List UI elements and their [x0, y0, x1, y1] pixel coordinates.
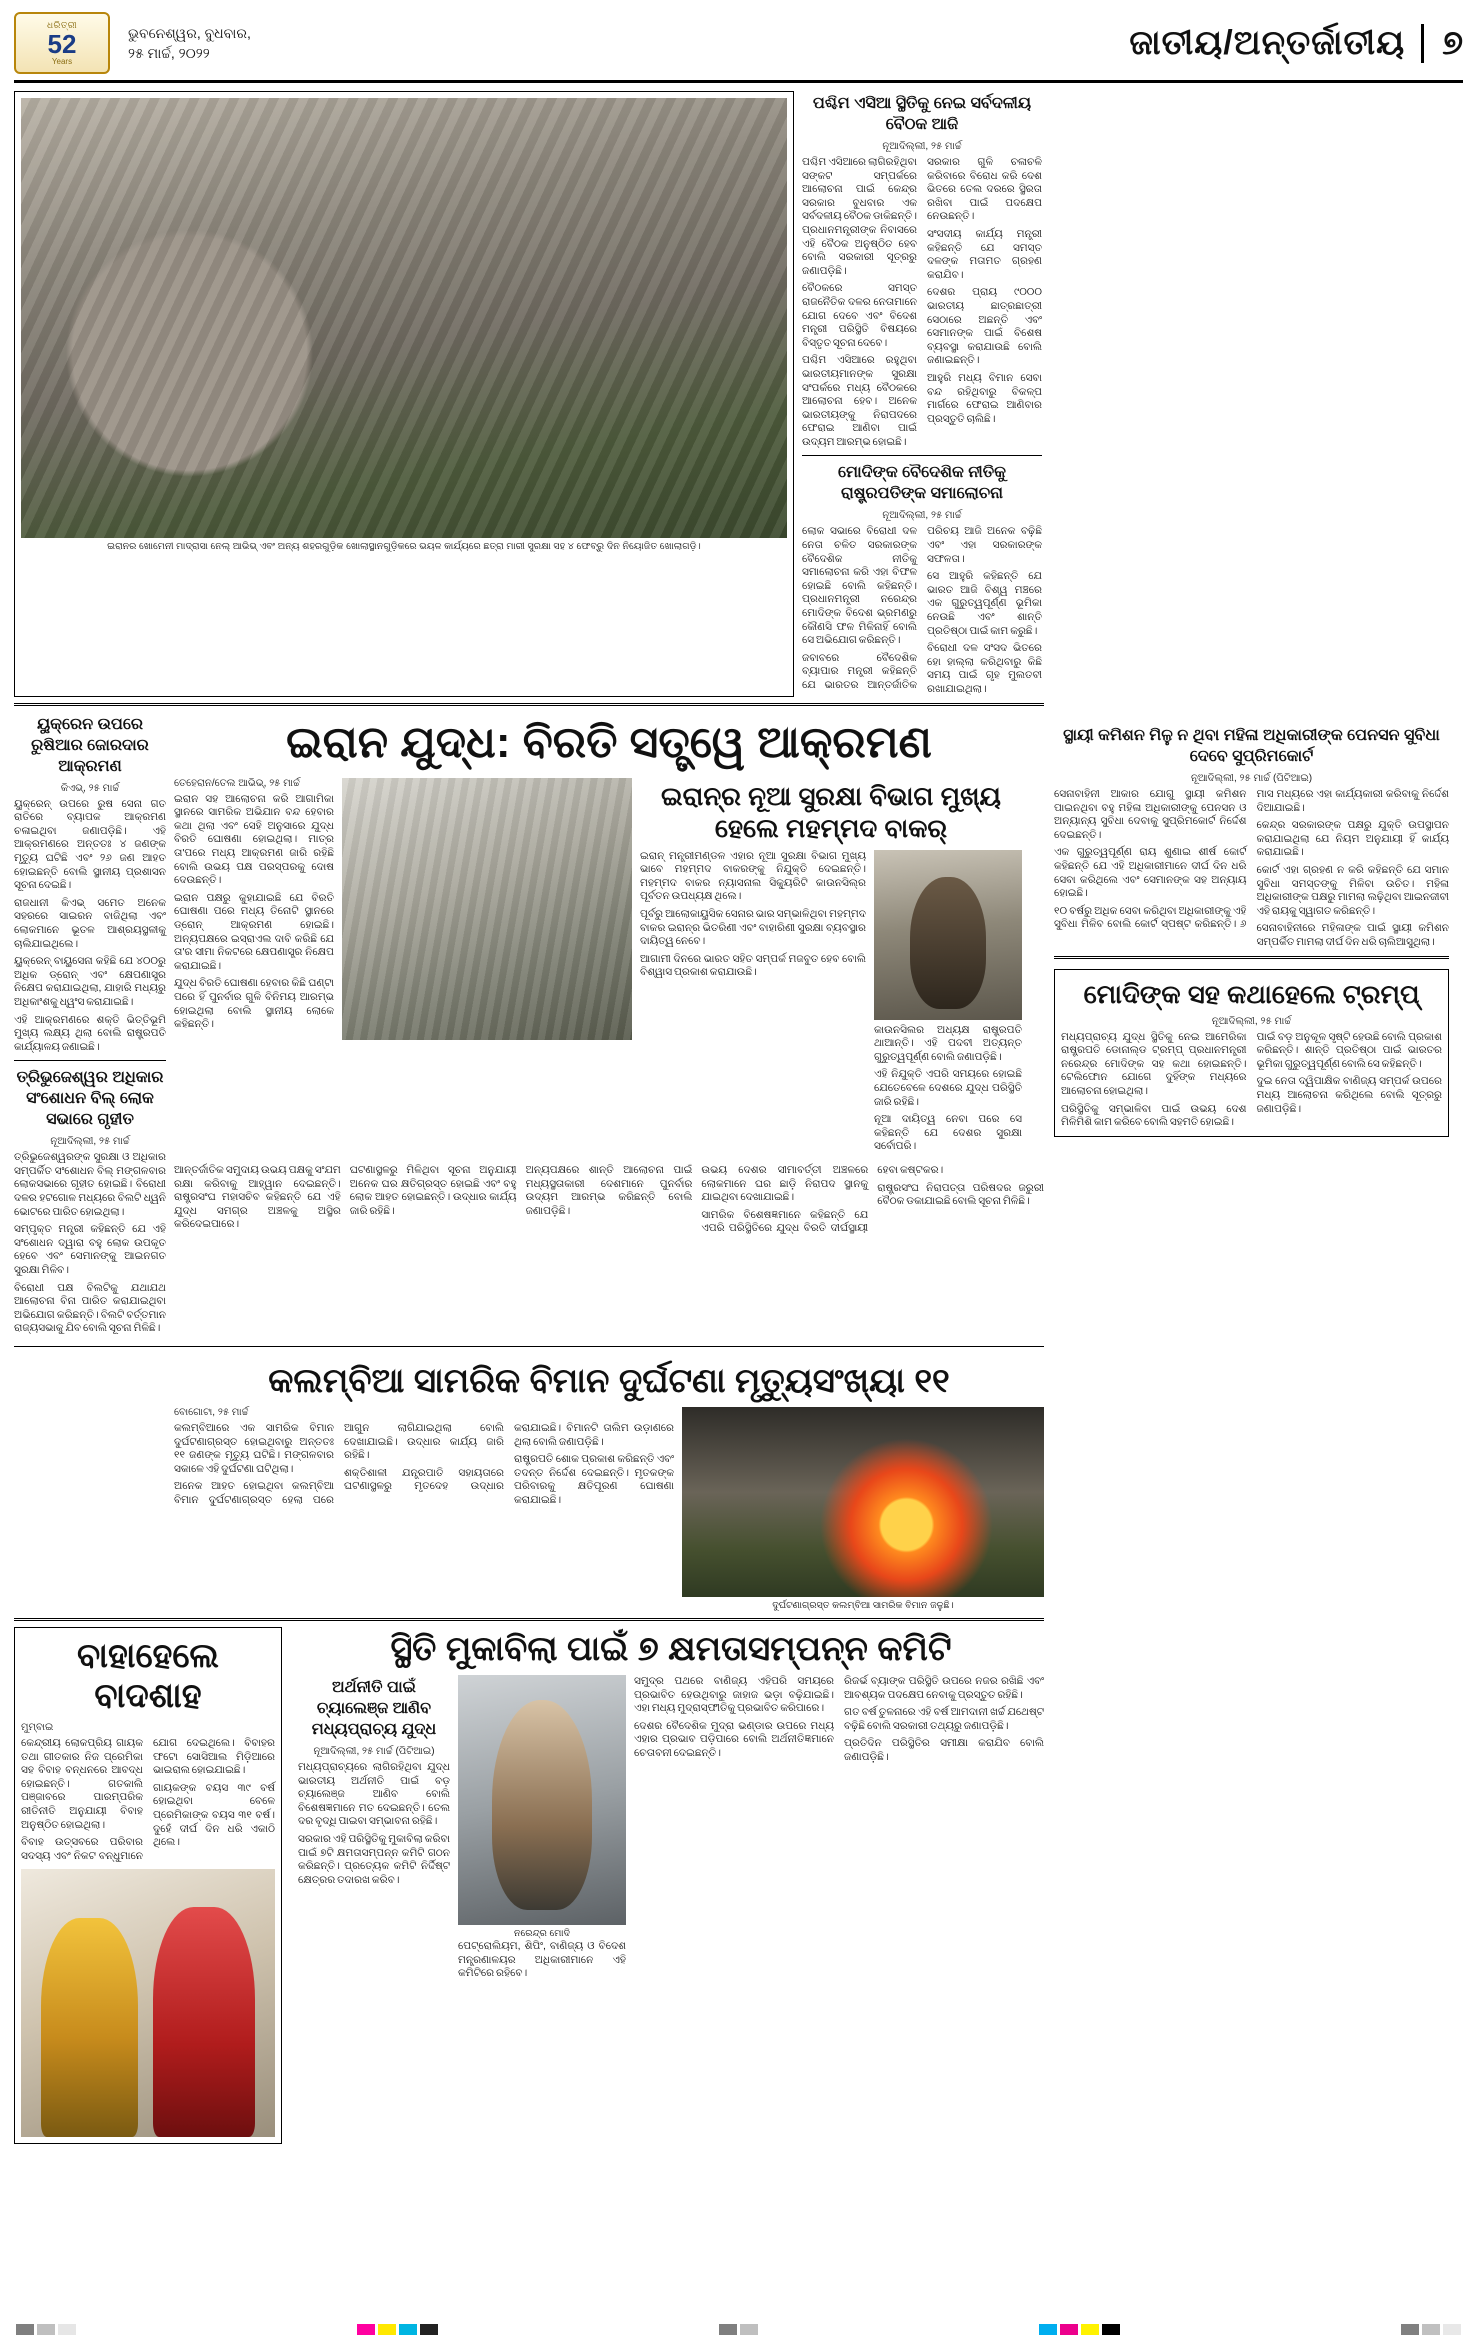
- paragraph: ପଶ୍ଚିମ ଏସିଆରେ ଲାଗିରହିଥିବା ସଙ୍କଟ ସମ୍ପର୍କରେ ଆଲୋଚନା ପାଇଁ କେନ୍ଦ୍ର ସରକାର ବୁଧବାର ଏକ ସର୍ବଦଳୀୟ ବୈଠକ ଡାକିଛନ୍ତି। ପ୍ରଧାନମନ୍ତ୍ରୀଙ୍କ ନିବାସରେ ଏହି ବୈଠକ ଅନୁଷ୍ଠିତ ହେବ ବୋଲି ସରକାରୀ ସୂତ୍ରରୁ ଜଣାପଡ଼ିଛି।: [802, 156, 917, 277]
- paragraph: ଯୁଦ୍ଧ ବିରତି ଘୋଷଣା ହେବାର କିଛି ଘଣ୍ଟା ପରେ ହିଁ ପୁନର୍ବାର ଗୁଳି ବିନିମୟ ଆରମ୍ଭ ହୋଇଥିଲା ବୋଲି ସ୍ଥାନୀୟ ଲୋକେ କହିଛନ୍ତି।: [174, 977, 334, 1031]
- paragraph: ସମୁଦ୍ର ପଥରେ ବାଣିଜ୍ୟ ଏହିପରି ସମୟରେ ପ୍ରଭାବିତ ହେଉଥିବାରୁ ଜାହାଜ ଭଡ଼ା ବଢ଼ିଯାଇଛି। ଏହା ମଧ୍ୟ ମୁଦ୍ରାସ୍ଫୀତିକୁ ପ୍ରଭାବିତ କରିପାରେ।: [634, 1675, 834, 1715]
- color-swatch: [16, 2324, 34, 2335]
- paragraph: ଇରାନ ପକ୍ଷରୁ କୁହାଯାଇଛି ଯେ ବିରତି ଘୋଷଣା ପରେ ମଧ୍ୟ ତିନୋଟି ସ୍ଥାନରେ ଡ୍ରୋନ୍ ଆକ୍ରମଣ ହୋଇଛି। ଅନ୍ୟପକ୍ଷରେ ଇସ୍ରାଏଲ ଦାବି କରିଛି ଯେ ତା'ର ସୀମା ନିକଟରେ କ୍ଷେପଣାସ୍ତ୍ର ନିକ୍ଷେପ କରାଯାଇଛି।: [174, 891, 334, 972]
- paragraph: ଗାୟକଙ୍କ ବୟସ ୩୯ ବର୍ଷ ହୋଇଥିବା ବେଳେ ପ୍ରେମିକାଙ୍କ ବୟସ ୩୧ ବର୍ଷ। ଦୁହେଁ ଦୀର୍ଘ ଦିନ ଧରି ଏକାଠି ଥିଲେ।: [153, 1781, 275, 1849]
- paragraph: ଆହୁରି ମଧ୍ୟ ବିମାନ ସେବା ବନ୍ଦ ରହିଥିବାରୁ ବିକଳ୍ପ ମାର୍ଗରେ ଫେରାଇ ଆଣିବାର ପ୍ରସ୍ତୁତି ଚାଲିଛି।: [927, 371, 1042, 425]
- logo-number: 52: [47, 29, 77, 59]
- paragraph: ଇରାନ ସହ ଆଲୋଚନା କରି ଆଗାମିକା ସ୍ଥାନରେ ସାମରିକ ଅଭିଯାନ ବନ୍ଦ ହେବାର କଥା ଥିଲା ଏବଂ ସେହି ଅନୁସାରେ ଯୁଦ୍ଧ ବିରତି ଘୋଷଣା ହୋଇଥିଲା। ମାତ୍ର ତା'ପରେ ମଧ୍ୟ ଆକ୍ରମଣ ଜାରି ରହିଛି ବୋଲି ଉଭୟ ପକ୍ଷ ପରସ୍ପରକୁ ଦୋଷ ଦେଉଛନ୍ତି।: [174, 792, 334, 887]
- color-swatch: [357, 2324, 375, 2335]
- edition-place: [128, 23, 251, 63]
- paragraph: ସମ୍ପୃକ୍ତ ମନ୍ତ୍ରୀ କହିଛନ୍ତି ଯେ ଏହି ସଂଶୋଧନ ଦ୍ୱାରା ବହୁ ଲୋକ ଉପକୃତ ହେବେ ଏବଂ ସେମାନଙ୍କୁ ଆଇନଗତ ସୁରକ୍ଷା ମିଳିବ।: [14, 1223, 166, 1277]
- left-column-group: [14, 91, 1044, 2144]
- dateline: ନୂଆଦିଲ୍ଲୀ, ୨୫ ମାର୍ଚ୍ଚ (ପିଟିଆଇ): [1190, 773, 1313, 784]
- color-swatch: [1102, 2324, 1120, 2335]
- paragraph: ନୂଆ ଦାୟିତ୍ୱ ନେବା ପରେ ସେ କହିଛନ୍ତି ଯେ ଦେଶର ସୁରକ୍ଷା ସର୍ବୋପରି।: [874, 1113, 1022, 1153]
- paragraph: ଘଟଣାସ୍ଥଳରୁ ମିଳିଥିବା ସୂଚନା ଅନୁଯାୟୀ ଅନେକ ଘର କ୍ଷତିଗ୍ରସ୍ତ ହୋଇଛି ଏବଂ ବହୁ ଲୋକ ଆହତ ହୋଇଛନ୍ତି। ଉଦ୍ଧାର କାର୍ଯ୍ୟ ଜାରି ରହିଛି।: [349, 1163, 517, 1217]
- paragraph: ପେଟ୍ରୋଲିୟମ, ଶିପିଂ, ବାଣିଜ୍ୟ ଓ ବିଦେଶ ମନ୍ତ୍ରଣାଳୟର ଅଧିକାରୀମାନେ ଏହି କମିଟିରେ ରହିବେ।: [458, 1940, 626, 1980]
- article-headline-committees: ସ୍ଥିତି ମୁକାବିଲା ପାଇଁ ୭ କ୍ଷମତାସମ୍ପନ୍ନ କମିଟି: [390, 1630, 952, 1668]
- article-headline-iran-security: ଇରାନ୍‌ର ନୂଆ ସୁରକ୍ଷା ବିଭାଗ ମୁଖ୍ୟ ହେଲେ ମହମ୍ମଦ ବାକର୍: [661, 780, 1001, 843]
- publication-logo: [14, 12, 110, 74]
- color-swatch: [1401, 2324, 1419, 2335]
- lead-headline: ଇରାନ ଯୁଦ୍ଧ: ବିରତି ସତ୍ତ୍ୱେ ଆକ୍ରମଣ: [286, 717, 932, 767]
- section-title: ଜାତୀୟ/ଅନ୍ତର୍ଜାତୀୟ: [1129, 23, 1406, 62]
- article-headline-bill: ତ୍ରିଭୁଜେଶ୍ୱର ଅଧିକାର ସଂଶୋଧନ ବିଲ୍ ଲୋକ ସଭାରେ ଗୃହୀତ: [16, 1069, 164, 1129]
- paragraph: ବିରୋଧୀ ପକ୍ଷ ବିଲଟିକୁ ଯଥାଯଥ ଆଲୋଚନା ବିନା ପାରିତ କରାଯାଇଥିବା ଅଭିଯୋଗ କରିଛନ୍ତି। ବିଲଟି ବର୍ତ୍ତମାନ ରାଜ୍ୟସଭାକୁ ଯିବ ବୋଲି ସୂଚନା ମିଳିଛି।: [14, 1281, 166, 1335]
- print-registration-bar: [0, 2324, 1477, 2335]
- paragraph: ଏହି ଆକ୍ରମଣରେ ଶକ୍ତି ଭିତ୍ତିଭୂମି ମୁଖ୍ୟ ଲକ୍ଷ୍ୟ ଥିଲା ବୋଲି ରାଷ୍ଟ୍ରପତି କାର୍ଯ୍ୟାଳୟ ଜଣାଇଛି।: [14, 1013, 166, 1053]
- swatch-group-right: [1401, 2324, 1461, 2335]
- article-headline-supreme-court: ସ୍ଥାୟୀ କମିଶନ ମିଳୁ ନ ଥିବା ମହିଳା ଅଧିକାରୀଙ୍କ ପେନସନ ସୁବିଧା ଦେବେ ସୁପ୍ରିମକୋର୍ଟ: [1063, 727, 1440, 765]
- dateline: ନୂଆଦିଲ୍ଲୀ, ୨୫ ମାର୍ଚ୍ଚ: [50, 1136, 130, 1148]
- dateline: ନୂଆଦିଲ୍ଲୀ, ୨୫ ମାର୍ଚ୍ଚ: [882, 141, 962, 152]
- swatch-group-mid-left: [357, 2324, 438, 2335]
- edition-city: ଭୁବନେଶ୍ୱର, ବୁଧବାର,: [128, 25, 251, 41]
- burning-plane-photo: [682, 1407, 1044, 1597]
- bottom-center-article: [298, 1627, 1044, 2144]
- article-headline-foreign-policy: ମୋଦିଙ୍କ ବୈଦେଶିକ ନୀତିକୁ ରାଷ୍ଟ୍ରପତିଙ୍କ ସମାଲୋଚନା: [837, 464, 1007, 503]
- masthead: [14, 10, 1463, 83]
- lead-article: [174, 712, 1044, 1340]
- colombia-spacer: [14, 1359, 166, 1612]
- bottom-center-sub: [298, 1675, 450, 1985]
- color-swatch: [399, 2324, 417, 2335]
- dateline: ନୂଆଦିଲ୍ଲୀ, ୨୫ ମାର୍ଚ୍ଚ: [1211, 1015, 1292, 1027]
- paragraph: ଶକ୍ତିଶାଳୀ ଯନ୍ତ୍ରପାତି ସହାୟତାରେ ଘଟଣାସ୍ଥଳରୁ ମୃତଦେହ ଉଦ୍ଧାର କରାଯାଇଛି। ବିମାନଟି ତାଲିମ ଉଡ଼ାଣରେ ଥିଲା ବୋଲି ଜଣାପଡ଼ିଛି।: [344, 1422, 674, 1493]
- article-headline-ukraine: ୟୁକ୍ରେନ ଉପରେ ରୁଷିଆର ଜୋରଦାର ଆକ୍ରମଣ: [31, 715, 149, 775]
- color-swatch: [740, 2324, 758, 2335]
- iran-security-body: [640, 850, 1022, 1158]
- paragraph: ଆଗାମୀ ଦିନରେ ଭାରତ ସହିତ ସମ୍ପର୍କ ମଜବୁତ ହେବ ବୋଲି ବିଶ୍ୱାସ ପ୍ରକାଶ କରାଯାଉଛି।: [640, 952, 866, 979]
- paragraph: ଅନେକ ଆହତ ହୋଇଥିବା କଲମ୍ବିଆ ବିମାନ ଦୁର୍ଘଟଣାଗ୍ରସ୍ତ ହେଲା ପରେ ଆଗୁନ ଲାଗିଯାଇଥିଲା ବୋଲି ଦେଖାଯାଇଛି। ଉଦ୍ଧାର କାର୍ଯ୍ୟ ଜାରି ରହିଛି।: [174, 1422, 504, 1506]
- modi-photo-box: [458, 1675, 626, 1985]
- paragraph: ମଧ୍ୟପ୍ରାଚ୍ୟରେ ଲାଗିରହିଥିବା ଯୁଦ୍ଧ ଭାରତୀୟ ଅର୍ଥନୀତି ପାଇଁ ବଡ଼ ଚ୍ୟାଲେଞ୍ଜ ଆଣିବ ବୋଲି ବିଶେଷଜ୍ଞମାନେ ମତ ଦେଇଛନ୍ତି। ତେଲ ଦର ବୃଦ୍ଧି ପାଇବା ସମ୍ଭାବନା ରହିଛି।: [298, 1761, 450, 1828]
- paragraph: ସେନାବାହିନୀ ଆକାର ଯୋଗୁ ସ୍ଥାୟୀ କମିଶନ ପାଇନଥିବା ବହୁ ମହିଳା ଅଧିକାରୀଙ୍କୁ ପେନସନ ଓ ଅନ୍ୟାନ୍ୟ ସୁବିଧା ଦେବାକୁ ସୁପ୍ରିମକୋର୍ଟ ନିର୍ଦ୍ଦେଶ ଦେଇଛନ୍ତି।: [1054, 788, 1247, 841]
- swatch-group-mid-right: [1039, 2324, 1120, 2335]
- paragraph: ଗତ ବର୍ଷ ତୁଳନାରେ ଏହି ବର୍ଷ ଆମଦାନୀ ଖର୍ଚ୍ଚ ଯଥେଷ୍ଟ ବଢ଼ିଛି ବୋଲି ସରକାରୀ ତଥ୍ୟରୁ ଜଣାପଡ଼ିଛି।: [844, 1706, 1044, 1732]
- logo-years: Years: [51, 57, 73, 66]
- wedding-couple-photo: [21, 1869, 275, 2137]
- paragraph: ଜବାବରେ ବୈଦେଶିକ ବ୍ୟାପାର ମନ୍ତ୍ରୀ କହିଛନ୍ତି ଯେ ଭାରତର ଆନ୍ତର୍ଜାତିକ ପରିଚୟ ଆଜି ଅନେକ ବଢ଼ିଛି ଏବଂ ଏହା ସରକାରଙ୍କ ସଫଳତା।: [802, 525, 1042, 691]
- paragraph: ପଶ୍ଚିମ ଏସିଆରେ ରହୁଥିବା ଭାରତୀୟମାନଙ୍କ ସୁରକ୍ଷା ସଂପର୍କରେ ମଧ୍ୟ ବୈଠକରେ ଆଲୋଚନା ହେବ। ଅନେକ ଭାରତୀୟଙ୍କୁ ନିରାପଦରେ ଫେରାଇ ଆଣିବା ପାଇଁ ଉଦ୍ୟମ ଆରମ୍ଭ ହୋଇଛି।: [802, 354, 917, 448]
- paragraph: ସେ ଆହୁରି କହିଛନ୍ତି ଯେ ଭାରତ ଆଜି ବିଶ୍ୱ ମଞ୍ଚରେ ଏକ ଗୁରୁତ୍ୱପୂର୍ଣ୍ଣ ଭୂମିକା ନେଉଛି ଏବଂ ଶାନ୍ତି ପ୍ରତିଷ୍ଠା ପାଇଁ କାମ କରୁଛି।: [927, 570, 1042, 637]
- colombia-body: [174, 1407, 1044, 1612]
- color-swatch: [1039, 2324, 1057, 2335]
- iran-security-portrait-box: [874, 850, 1022, 1158]
- colombia-row: [14, 1359, 1044, 1612]
- color-swatch: [37, 2324, 55, 2335]
- paragraph: କୋର୍ଟ ଏହା ଗ୍ରହଣ ନ କରି କହିଛନ୍ତି ଯେ ସମାନ ସୁବିଧା ସମସ୍ତଙ୍କୁ ମିଳିବା ଉଚିତ। ମହିଳା ଅଧିକାରୀଙ୍କ ପକ୍ଷରୁ ମାମଲା ଲଢ଼ିଥିବା ଆଇନଜୀବୀ ଏହି ରାୟକୁ ସ୍ୱାଗତ କରିଛନ୍ତି।: [1256, 863, 1449, 917]
- color-swatch: [378, 2324, 396, 2335]
- main-photo-box: [14, 91, 794, 697]
- color-swatch: [719, 2324, 737, 2335]
- right-sidebar: [1054, 91, 1449, 2144]
- dateline: କିଏଭ୍, ୨୫ ମାର୍ଚ୍ଚ: [60, 782, 120, 794]
- colombia-photo-box: [682, 1407, 1044, 1612]
- top-right-articles: [802, 91, 1042, 697]
- paragraph: ଲୋକ ସଭାରେ ବିରୋଧୀ ଦଳ ନେତା ଚଳିତ ସରକାରଙ୍କ ବୈଦେଶିକ ନୀତିକୁ ସମାଲୋଚନା କରି ଏହା ବିଫଳ ହୋଇଛି ବୋଲି କହିଛନ୍ତି। ପ୍ରଧାନମନ୍ତ୍ରୀ ନରେନ୍ଦ୍ର ମୋଦିଙ୍କ ବିଦେଶ ଭ୍ରମଣରୁ କୌଣସି ଫଳ ମିଳିନାହିଁ ବୋଲି ସେ ଅଭିଯୋଗ କରିଛନ୍ତି।: [802, 525, 917, 647]
- bottom-center-body: [298, 1675, 1044, 1985]
- color-swatch: [1443, 2324, 1461, 2335]
- paragraph: ସରକାର ଏହି ପରିସ୍ଥିତିକୁ ମୁକାବିଲା କରିବା ପାଇଁ ୭ଟି କ୍ଷମତାସମ୍ପନ୍ନ କମିଟି ଗଠନ କରିଛନ୍ତି। ପ୍ରତ୍ୟେକ କମିଟି ନିର୍ଦ୍ଦିଷ୍ଟ କ୍ଷେତ୍ରର ତଦାରଖ କରିବ।: [298, 1832, 450, 1886]
- bottom-right-article: [1054, 969, 1449, 1137]
- page-number: ୭: [1421, 24, 1463, 63]
- paragraph: କେନ୍ଦ୍ର ସରକାରଙ୍କ ପକ୍ଷରୁ ଯୁକ୍ତି ଉପସ୍ଥାପନ କରାଯାଇଥିଲା ଯେ ନିୟମ ଅନୁଯାୟୀ ହିଁ କାର୍ଯ୍ୟ କରାଯାଇଛି।: [1256, 819, 1449, 859]
- lead-continued: [174, 1164, 1044, 1236]
- bottom-right-text: [1061, 1031, 1442, 1130]
- paragraph: ସାମରିକ ବିଶେଷଜ୍ଞମାନେ କହିଛନ୍ତି ଯେ ଏପରି ପରିସ୍ଥିତିରେ ଯୁଦ୍ଧ ବିରତି ଦୀର୍ଘସ୍ଥାୟୀ ହେବା କଷ୍ଟକର।: [701, 1163, 944, 1235]
- lead-row: [14, 712, 1044, 1340]
- logo-name: ଧରିତ୍ରୀ: [46, 20, 78, 30]
- paragraph: ଅନ୍ୟପକ୍ଷରେ ଶାନ୍ତି ଆଲୋଚନା ପାଇଁ ମଧ୍ୟସ୍ଥତାକାରୀ ଦେଶମାନେ ପୁନର୍ବାର ଉଦ୍ୟମ ଆରମ୍ଭ କରିଛନ୍ତି ବୋଲି ଜଣାପଡ଼ିଛି।: [525, 1163, 693, 1217]
- paragraph: ପାଇଁ ବଡ଼ ଅନୁକୂଳ ସୃଷ୍ଟି ହେଉଛି ବୋଲି ପ୍ରକାଶ କରିଛନ୍ତି। ଶାନ୍ତି ପ୍ରତିଷ୍ଠା ପାଇଁ ଭାରତର ଭୂମିକା ଗୁରୁତ୍ୱପୂର୍ଣ୍ଣ ବୋଲି ସେ କହିଛନ୍ତି।: [1256, 1030, 1442, 1070]
- main-photo: [21, 98, 787, 538]
- color-swatch: [1060, 2324, 1078, 2335]
- iran-security-article: [640, 778, 1022, 1158]
- right-sidebar-text: [1054, 788, 1449, 950]
- bottom-row: [14, 1627, 1044, 2144]
- dateline: ମୁମ୍ବାଇ: [21, 1722, 54, 1733]
- dateline: ତେହେରାନ/ତେଲ ଆଭିଭ୍, ୨୫ ମାର୍ଚ୍ଚ: [174, 777, 300, 789]
- paragraph: କଲମ୍ବିଆରେ ଏକ ସାମରିକ ବିମାନ ଦୁର୍ଘଟଣାଗ୍ରସ୍ତ ହୋଇଥିବାରୁ ଅନ୍ତତଃ ୧୧ ଜଣଙ୍କ ମୃତ୍ୟୁ ଘଟିଛି। ମଙ୍ଗଳବାର ସକାଳେ ଏହି ଦୁର୍ଘଟଣା ଘଟିଥିଲା।: [174, 1422, 334, 1475]
- paragraph: ଦେଶର ବୈଦେଶିକ ମୁଦ୍ରା ଭଣ୍ଡାର ଉପରେ ମଧ୍ୟ ଏହାର ପ୍ରଭାବ ପଡ଼ିପାରେ ବୋଲି ଅର୍ଥନୀତିଜ୍ଞମାନେ ଚେତାବନୀ ଦେଇଛନ୍ତି।: [634, 1719, 834, 1759]
- swatch-group-left: [16, 2324, 76, 2335]
- bottom-left-article: [14, 1627, 282, 2144]
- lead-photo-box: [342, 778, 632, 1158]
- paragraph: ରାଷ୍ଟ୍ରସଂଘ ନିରାପତ୍ତା ପରିଷଦର ଜରୁରୀ ବୈଠକ ଡକାଯାଇଛି ବୋଲି ସୂଚନା ମିଳିଛି।: [877, 1181, 1044, 1208]
- top-row: [14, 91, 1044, 697]
- paragraph: ଇରାନ୍ ମନ୍ତ୍ରୀମଣ୍ଡଳ ଏହାର ନୂଆ ସୁରକ୍ଷା ବିଭାଗ ମୁଖ୍ୟ ଭାବେ ମହମ୍ମଦ ବାକରଙ୍କୁ ନିଯୁକ୍ତି ଦେଇଛନ୍ତି। ମହମ୍ମଦ ବାକର ନ୍ୟାସନାଲ ସିକ୍ୟୁରିଟି କାଉନସିଲ୍‌ର ପୂର୍ବତନ ଉପଧ୍ୟକ୍ଷ ଥିଲେ।: [640, 849, 866, 903]
- paragraph: ୟୁକ୍ରେନ୍ ବାୟୁସେନା କହିଛି ଯେ ୪୦୦ରୁ ଅଧିକ ଡ୍ରୋନ୍ ଏବଂ କ୍ଷେପଣାସ୍ତ୍ର ନିକ୍ଷେପ କରାଯାଇଥିଲା, ଯାହାରି ମଧ୍ୟରୁ ଅଧିକାଂଶକୁ ଧ୍ୱଂସ କରାଯାଇଛି।: [14, 955, 166, 1008]
- paragraph: ପ୍ରତିଦିନ ପରିସ୍ଥିତିର ସମୀକ୍ଷା କରାଯିବ ବୋଲି ଜଣାପଡ଼ିଛି।: [844, 1737, 1044, 1763]
- dateline: ନୂଆଦିଲ୍ଲୀ, ୨୫ ମାର୍ଚ୍ଚ (ପିଟିଆଇ): [313, 1746, 435, 1757]
- colombia-photo-caption: ଦୁର୍ଘଟଣାଗ୍ରସ୍ତ କଲମ୍ବିଆ ସାମରିକ ବିମାନ ଜଳୁଛି।: [772, 1600, 954, 1611]
- paragraph: ରିଜର୍ଭ ବ୍ୟାଙ୍କ ପରିସ୍ଥିତି ଉପରେ ନଜର ରଖିଛି ଏବଂ ଆବଶ୍ୟକ ପଦକ୍ଷେପ ନେବାକୁ ପ୍ରସ୍ତୁତ ରହିଛି।: [844, 1675, 1044, 1701]
- sub-headline-economy: ଅର୍ଥନୀତି ପାଇଁ ଚ୍ୟାଲେଞ୍ଜ ଆଣିବ ମଧ୍ୟପ୍ରାଚ୍ୟ ଯୁଦ୍ଧ: [311, 1679, 437, 1738]
- color-swatch: [1422, 2324, 1440, 2335]
- colombia-article: [174, 1359, 1044, 1612]
- article-headline-badshah: ବାହାହେଲେ ବାଦଶାହ: [77, 1637, 219, 1715]
- paragraph: ୟୁକ୍ରେନ୍ ଉପରେ ରୁଷ ସେନା ଗତ ରାତିରେ ବ୍ୟାପକ ଆକ୍ରମଣ ଚଳାଇଥିବା ଜଣାପଡ଼ିଛି। ଏହି ଆକ୍ରମଣରେ ଅନ୍ତତଃ ୪ ଜଣଙ୍କ ମୃତ୍ୟୁ ଘଟିଛି ଏବଂ ୨୬ ଜଣ ଆହତ ହୋଇଛନ୍ତି ବୋଲି ସ୍ଥାନୀୟ ପ୍ରଶାସନ ସୂଚନା ଦେଇଛି।: [14, 797, 166, 892]
- color-swatch: [420, 2324, 438, 2335]
- paragraph: ସେନାବାହିନୀରେ ମହିଳାଙ୍କ ପାଇଁ ସ୍ଥାୟୀ କମିଶନ ସମ୍ପର୍କିତ ମାମଲା ଦୀର୍ଘ ଦିନ ଧରି ଚାଲିଆସୁଥିଲା।: [1256, 922, 1449, 948]
- dateline: ନୂଆଦିଲ୍ଲୀ, ୨୫ ମାର୍ଚ୍ଚ: [882, 510, 962, 522]
- paragraph: ପରିସ୍ଥିତିକୁ ସମ୍ଭାଳିବା ପାଇଁ ଉଭୟ ଦେଶ ମିଳିମିଶି କାମ କରିବେ ବୋଲି ସହମତି ହୋଇଛି।: [1061, 1102, 1247, 1129]
- paragraph: ଆନ୍ତର୍ଜାତିକ ସମୁଦାୟ ଉଭୟ ପକ୍ଷକୁ ସଂଯମ ରକ୍ଷା କରିବାକୁ ଆହ୍ୱାନ ଦେଇଛନ୍ତି। ରାଷ୍ଟ୍ରସଂଘ ମହାସଚିବ କହିଛନ୍ତି ଯେ ଏହି ଯୁଦ୍ଧ ସମଗ୍ର ଅଞ୍ଚଳକୁ ଅସ୍ଥିର କରିଦେଇପାରେ।: [174, 1163, 341, 1231]
- edition-date: ୨୫ ମାର୍ଚ୍ଚ, ୨୦୨୨: [128, 45, 210, 61]
- modi-photo-caption: ନରେନ୍ଦ୍ର ମୋଦି: [513, 1928, 571, 1939]
- paragraph: ଉଭୟ ଦେଶର ସୀମାବର୍ତ୍ତୀ ଅଞ୍ଚଳରେ ଲୋକମାନେ ଘର ଛାଡ଼ି ନିରାପଦ ସ୍ଥାନକୁ ଯାଇଥିବା ଦେଖାଯାଇଛି।: [701, 1163, 869, 1204]
- swatch-group-center: [719, 2324, 758, 2335]
- lead-top: [174, 778, 1044, 1158]
- paragraph: ପୂର୍ବରୁ ଆଲୋକାୟୁସିକ ସେନାର ଭାର ସମ୍ଭାଳିଥିବା ମହମ୍ମଦ ବାକର ଇରାନ୍‌ର ଭିତରିଣୀ ଏବଂ ବାହାରିଣୀ ସୁରକ୍ଷା ବ୍ୟବସ୍ଥାର ଦାୟିତ୍ୱ ନେବେ।: [640, 907, 866, 948]
- paragraph: କେନ୍ଦ୍ରୀୟ ଲୋକପ୍ରିୟ ଗାୟକ ତଥା ଗୀତକାର ନିଜ ପ୍ରେମିକା ସହ ବିବାହ ବନ୍ଧନରେ ଆବଦ୍ଧ ହୋଇଛନ୍ତି। ଗତକାଲି ପଞ୍ଜାବରେ ପାରମ୍ପରିକ ରୀତିନୀତି ଅନୁଯାୟୀ ବିବାହ ଅନୁଷ୍ଠିତ ହୋଇଥିଲା।: [21, 1737, 143, 1831]
- paragraph: ବୈଠକରେ ସମସ୍ତ ରାଜନୈତିକ ଦଳର ନେତାମାନେ ଯୋଗ ଦେବେ ଏବଂ ବିଦେଶ ମନ୍ତ୍ରୀ ପରିସ୍ଥିତି ବିଷୟରେ ବିସ୍ତୃତ ସୂଚନା ଦେବେ।: [802, 282, 917, 349]
- dateline: ବୋଗୋଟା, ୨୫ ମାର୍ଚ୍ଚ: [174, 1407, 249, 1418]
- ukraine-article: [14, 712, 166, 1340]
- paragraph: ସରକାର ଗୁଳି ଚଳାଚଳି କରିବାରେ ବିରୋଧ କରି ଦେଶ ଭିତରେ ତେଲ ଦରରେ ସ୍ଥିରତା ରଖିବା ପାଇଁ ପଦକ୍ଷେପ ନେଉଛନ୍ତି।: [927, 156, 1042, 223]
- article-body-foreign-policy: [802, 525, 1042, 696]
- color-swatch: [58, 2324, 76, 2335]
- paragraph: ରାଷ୍ଟ୍ରପତି ଶୋକ ପ୍ରକାଶ କରିଛନ୍ତି ଏବଂ ତଦନ୍ତ ନିର୍ଦ୍ଦେଶ ଦେଇଛନ୍ତି। ମୃତକଙ୍କ ପରିବାରକୁ କ୍ଷତିପୂରଣ ଘୋଷଣା କରାଯାଇଛି।: [514, 1453, 674, 1506]
- article-headline-trump: ମୋଦିଙ୍କ ସହ କଥାହେଲେ ଟ୍ରମ୍ପ୍: [1083, 978, 1420, 1009]
- lead-col-1: [174, 778, 334, 1158]
- color-swatch: [1081, 2324, 1099, 2335]
- article-body-west-asia: [802, 156, 1042, 449]
- colombia-text: [174, 1407, 674, 1612]
- main-photo-caption: ଇରାନର ଖୋମେନୀ ମାଦ୍ରାସା ନେଲ୍ ଆଭିଭ୍ ଏବଂ ଅନ୍ୟ ଶହରଗୁଡ଼ିକ ଖୋଲାସ୍ଥାନଗୁଡ଼ିକରେ ଭୟଳ କାର୍ଯ୍ୟରେ ଛତ୍ରା ମାରୀ ସୁରକ୍ଷା ସହ ୪ ଫେବ୍ରୁ ଦିନ ନିୟୋଜିତ ଖୋଲାଗଡ଼ି।: [107, 541, 701, 552]
- iran-security-text: [640, 850, 866, 1158]
- modi-photo: [458, 1675, 626, 1925]
- body-grid: [14, 91, 1463, 2144]
- soldier-photo: [342, 778, 632, 1040]
- colombia-columns: [174, 1422, 674, 1508]
- article-headline-west-asia: ପଶ୍ଚିମ ଏସିଆ ସ୍ଥିତିକୁ ନେଇ ସର୍ବଦଳୀୟ ବୈଠକ ଆଜି: [812, 95, 1032, 133]
- paragraph: କାଉନସିଲର ଅଧ୍ୟକ୍ଷ ରାଷ୍ଟ୍ରପତି ଥାଆନ୍ତି। ଏହି ପଦବୀ ଅତ୍ୟନ୍ତ ଗୁରୁତ୍ୱପୂର୍ଣ୍ଣ ବୋଲି ଜଣାପଡ଼ିଛି।: [874, 1023, 1022, 1063]
- paragraph: ମଧ୍ୟପ୍ରାଚ୍ୟ ଯୁଦ୍ଧ ସ୍ଥିତିକୁ ନେଇ ଆମେରିକା ରାଷ୍ଟ୍ରପତି ଡୋନାଲ୍ଡ ଟ୍ରମ୍ପ୍ ପ୍ରଧାନମନ୍ତ୍ରୀ ନରେନ୍ଦ୍ର ମୋଦିଙ୍କ ସହ କଥା ହୋଇଛନ୍ତି। ଟେଲିଫୋନ ଯୋଗେ ଦୁହିଁଙ୍କ ମଧ୍ୟରେ ଆଲୋଚନା ହୋଇଥିଲା।: [1061, 1030, 1247, 1097]
- portrait-photo: [874, 850, 1022, 1020]
- paragraph: ଏକ ଗୁରୁତ୍ୱପୂର୍ଣ୍ଣ ରାୟ ଶୁଣାଇ ଶୀର୍ଷ କୋର୍ଟ କହିଛନ୍ତି ଯେ ଏହି ଅଧିକାରୀମାନେ ଦୀର୍ଘ ଦିନ ଧରି ସେବା କରିଥିଲେ ଏବଂ ସେମାନଙ୍କ ସହ ଅନ୍ୟାୟ ହୋଇଛି।: [1054, 846, 1247, 900]
- paragraph: ୧୦ ବର୍ଷରୁ ଅଧିକ ସେବା କରିଥିବା ଅଧିକାରୀଙ୍କୁ ଏହି ସୁବିଧା ମିଳିବ ବୋଲି କୋର୍ଟ ସ୍ପଷ୍ଟ କରିଛନ୍ତି। ୬ ମାସ ମଧ୍ୟରେ ଏହା କାର୍ଯ୍ୟକାରୀ କରିବାକୁ ନିର୍ଦ୍ଦେଶ ଦିଆଯାଇଛି।: [1054, 788, 1449, 931]
- paragraph: ସଂସଦୀୟ କାର୍ଯ୍ୟ ମନ୍ତ୍ରୀ କହିଛନ୍ତି ଯେ ସମସ୍ତ ଦଳଙ୍କ ମତାମତ ଗ୍ରହଣ କରାଯିବ।: [927, 227, 1042, 281]
- bottom-left-text: [21, 1737, 275, 1863]
- paragraph: ତ୍ରିଭୁଜେଶ୍ୱରଙ୍କ ସୁରକ୍ଷା ଓ ଅଧିକାର ସମ୍ପର୍କିତ ସଂଶୋଧନ ବିଲ୍ ମଙ୍ଗଳବାର ଲୋକସଭାରେ ଗୃହୀତ ହୋଇଛି। ବିରୋଧୀ ଦଳର ହଟଗୋଳ ମଧ୍ୟରେ ବିଲଟି ଧ୍ୱନି ଭୋଟରେ ପାରିତ ହୋଇଥିଲା।: [14, 1151, 166, 1218]
- paragraph: ବିରୋଧୀ ଦଳ ସଂସଦ ଭିତରେ ହୋ ହାଲ୍ଲା କରିଥିବାରୁ କିଛି ସମୟ ପାଇଁ ଗୃହ ମୁଲତବୀ ରଖାଯାଇଥିଲା।: [927, 642, 1042, 695]
- paragraph: ରାଜଧାନୀ କିଏଭ୍ ସମେତ ଅନେକ ସହରରେ ସାଇରନ ବାଜିଥିଲା ଏବଂ ଲୋକମାନେ ଭୂତଳ ଆଶ୍ରୟସ୍ଥଳୀକୁ ଚାଲିଯାଇଥିଲେ।: [14, 896, 166, 950]
- article-headline-colombia: କଲମ୍ବିଆ ସାମରିକ ବିମାନ ଦୁର୍ଘଟଣା ମୃତ୍ୟୁସଂଖ୍ୟା ୧୧: [268, 1362, 950, 1400]
- paragraph: ଏହି ନିଯୁକ୍ତି ଏପରି ସମୟରେ ହୋଇଛି ଯେତେବେଳେ ଦେଶରେ ଯୁଦ୍ଧ ପରିସ୍ଥିତି ଜାରି ରହିଛି।: [874, 1068, 1022, 1108]
- paragraph: ଦୁଇ ନେତା ଦ୍ୱିପାକ୍ଷିକ ବାଣିଜ୍ୟ ସମ୍ପର୍କ ଉପରେ ମଧ୍ୟ ଆଲୋଚନା କରିଥିଲେ ବୋଲି ସୂତ୍ରରୁ ଜଣାପଡ଼ିଛି।: [1256, 1075, 1442, 1115]
- bottom-center-text: [634, 1675, 1044, 1985]
- paragraph: ଦେଶର ପ୍ରାୟ ୯୦୦୦ ଭାରତୀୟ ଛାତ୍ରଛାତ୍ରୀ ସେଠାରେ ଅଛନ୍ତି ଏବଂ ସେମାନଙ୍କ ପାଇଁ ବିଶେଷ ବ୍ୟବସ୍ଥା କରାଯାଉଛି ବୋଲି ଜଣାଇଛନ୍ତି।: [927, 286, 1042, 367]
- paragraph: ବିବାହ ଉତ୍ସବରେ ପରିବାର ସଦସ୍ୟ ଏବଂ ନିକଟ ବନ୍ଧୁମାନେ ଯୋଗ ଦେଇଥିଲେ। ବିବାହର ଫଟୋ ସୋସିଆଲ ମିଡ଼ିଆରେ ଭାଇରାଲ ହୋଇଯାଇଛି।: [21, 1737, 275, 1862]
